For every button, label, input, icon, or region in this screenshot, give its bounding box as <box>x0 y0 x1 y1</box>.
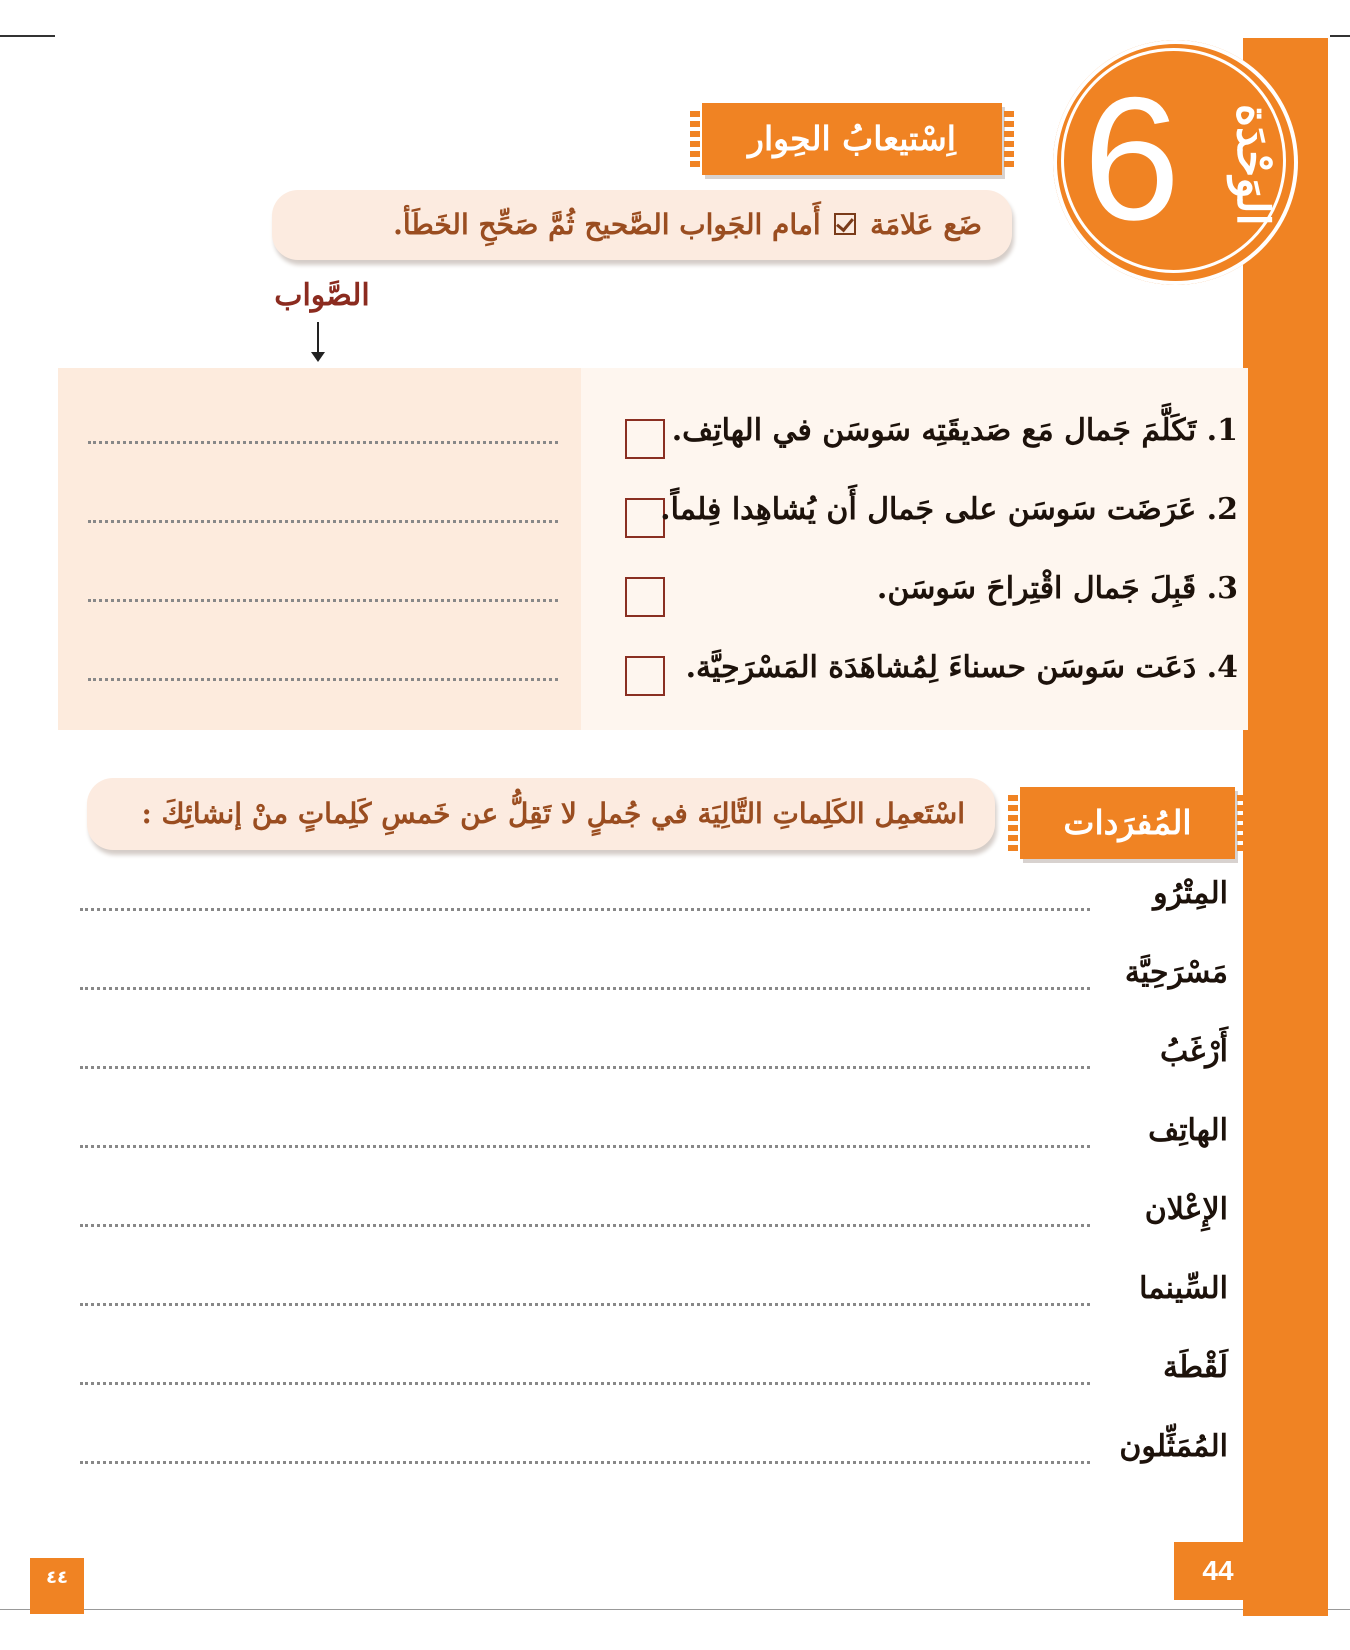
vocab-word: المُمَثِّلون <box>1119 1429 1228 1464</box>
statement-checkbox[interactable] <box>625 419 665 459</box>
vocab-row <box>0 872 1350 932</box>
crop-mark-top-right <box>1330 35 1350 37</box>
instruction-vocabulary: اسْتَعمِل الكَلِماتِ التَّالِيَة في جُملٍ لا تَقِلُّ عن خَمسِ كَلِماتٍ منْ إنشائِكَ : <box>87 778 995 850</box>
unit-number: 6 <box>1083 62 1181 257</box>
crop-mark-bottom <box>0 1609 1350 1610</box>
vocab-row <box>0 951 1350 1011</box>
statement-text: 1. تَكَلَّمَ جَمال مَع صَديقَتِه سَوسَن في الهاتِف. <box>671 413 1238 448</box>
vocab-word: الإِعْلان <box>1144 1192 1228 1227</box>
sentence-line[interactable] <box>80 1303 1090 1306</box>
crop-mark-top-left <box>0 35 55 37</box>
unit-label: الوَحْدَة <box>1227 104 1278 226</box>
answer-line[interactable] <box>88 520 558 523</box>
answer-column-label: الصَّواب <box>274 278 370 313</box>
sentence-line[interactable] <box>80 1145 1090 1148</box>
vocab-word: لَقْطَة <box>1162 1350 1228 1385</box>
sentence-line[interactable] <box>80 1066 1090 1069</box>
sentence-line[interactable] <box>80 1224 1090 1227</box>
statement-checkbox[interactable] <box>625 577 665 617</box>
statement-row <box>0 644 1350 704</box>
vocab-row <box>0 1109 1350 1169</box>
statement-row <box>0 565 1350 625</box>
statement-checkbox[interactable] <box>625 656 665 696</box>
page-number-arabic: ٤٤ <box>30 1558 84 1614</box>
down-arrow-icon <box>317 322 319 360</box>
instruction-comprehension <box>272 190 1012 260</box>
vocab-row <box>0 1425 1350 1485</box>
vocab-row <box>0 1346 1350 1406</box>
statement-text: 4. دَعَت سَوسَن حسناءَ لِمُشاهَدَة المَسْرَحِيَّة. <box>685 650 1238 685</box>
statement-row <box>0 486 1350 546</box>
answer-line[interactable] <box>88 599 558 602</box>
checkmark-box-icon <box>834 213 856 235</box>
vocab-word: الهاتِف <box>1148 1113 1228 1148</box>
vocab-row <box>0 1030 1350 1090</box>
unit-badge <box>1053 40 1298 285</box>
vocab-row <box>0 1188 1350 1248</box>
instruction-part-1: ضَع عَلامَة <box>870 208 982 241</box>
sentence-line[interactable] <box>80 1461 1090 1464</box>
answer-line[interactable] <box>88 441 558 444</box>
statement-row <box>0 407 1350 467</box>
sentence-line[interactable] <box>80 908 1090 911</box>
statement-text: 3. قَبِلَ جَمال اقْتِراحَ سَوسَن. <box>876 571 1238 606</box>
answer-line[interactable] <box>88 678 558 681</box>
vocab-word: السِّينما <box>1139 1271 1228 1306</box>
instruction-part-2: أَمام الجَواب الصَّحيح ثُمَّ صَحِّحِ الخَطَأ. <box>393 208 821 241</box>
vocab-row <box>0 1267 1350 1327</box>
statement-text: 2. عَرَضَت سَوسَن على جَمال أَن يُشاهِدا فِلماً. <box>660 492 1238 527</box>
section-title-comprehension: اِسْتيعابُ الحِوار <box>702 103 1002 175</box>
section-title-vocabulary: المُفرَدات <box>1020 787 1235 859</box>
vocab-word: مَسْرَحِيَّة <box>1124 955 1228 990</box>
sentence-line[interactable] <box>80 987 1090 990</box>
statement-checkbox[interactable] <box>625 498 665 538</box>
vocab-word: المِتْرُو <box>1153 876 1228 911</box>
vocab-word: أَرْغَبُ <box>1160 1034 1228 1069</box>
page-number: 44 <box>1174 1542 1262 1600</box>
sentence-line[interactable] <box>80 1382 1090 1385</box>
